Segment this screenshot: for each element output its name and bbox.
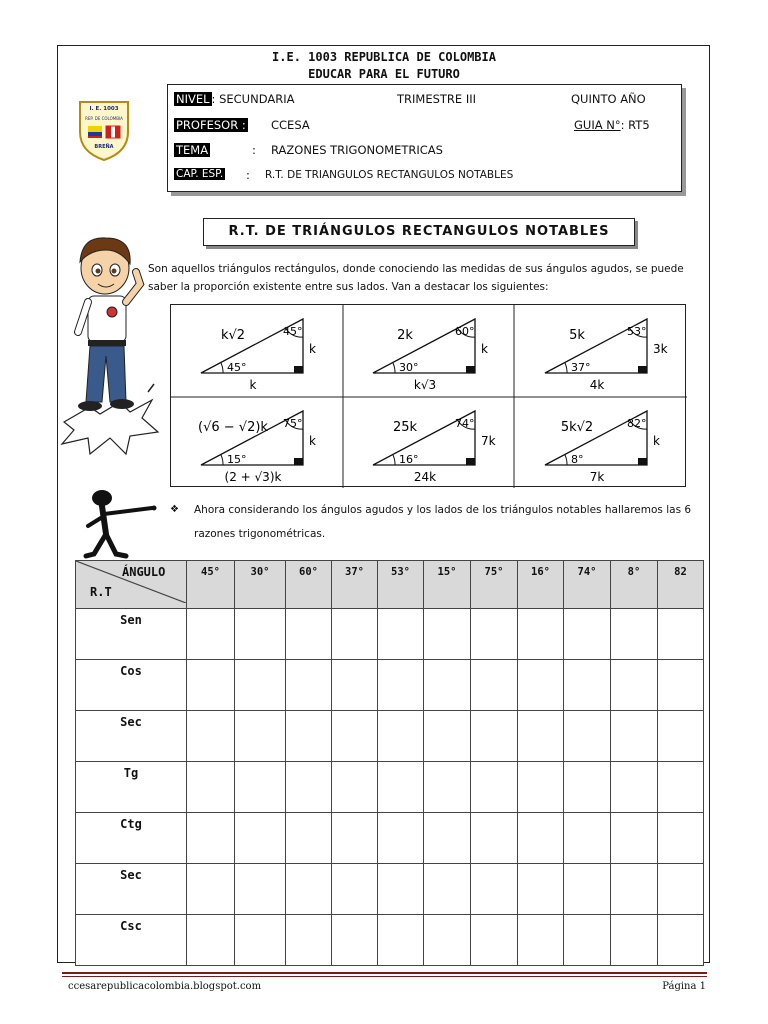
answer-cell[interactable] xyxy=(378,915,424,966)
profesor-value: CCESA xyxy=(271,118,310,132)
top-angle-label: 53° xyxy=(627,325,647,338)
answer-cell[interactable] xyxy=(518,660,564,711)
answer-cell[interactable] xyxy=(611,864,658,915)
vertical-leg-label: 7k xyxy=(481,434,496,448)
horizontal-leg-label: k xyxy=(249,378,257,392)
hypotenuse-label: 2k xyxy=(397,328,413,343)
right-angle-marker xyxy=(638,458,647,465)
table-row xyxy=(76,813,704,864)
answer-cell[interactable] xyxy=(286,660,332,711)
answer-cell[interactable] xyxy=(424,609,471,660)
answer-cell[interactable] xyxy=(332,609,378,660)
guia-value: : RT5 xyxy=(620,118,650,132)
logo-text-3: BREÑA xyxy=(94,144,114,150)
answer-cell[interactable] xyxy=(424,864,471,915)
vertical-leg-label: k xyxy=(309,434,316,448)
answer-cell[interactable] xyxy=(378,609,424,660)
table-row xyxy=(76,864,704,915)
angle-header: 16° xyxy=(518,561,564,609)
answer-cell[interactable] xyxy=(611,915,658,966)
answer-cell[interactable] xyxy=(471,813,518,864)
profesor-label: PROFESOR : xyxy=(176,118,246,132)
bottom-angle-arc xyxy=(393,363,395,373)
answer-cell[interactable] xyxy=(235,711,286,762)
bottom-angle-label: 15° xyxy=(227,453,247,466)
table-row xyxy=(76,660,704,711)
right-angle-marker xyxy=(294,458,303,465)
footer-rule-thin xyxy=(62,976,707,977)
answer-cell[interactable] xyxy=(378,762,424,813)
horizontal-leg-label: 24k xyxy=(413,470,437,484)
vertical-leg-label: 3k xyxy=(653,342,668,356)
ratio-label: Sec xyxy=(76,864,187,915)
top-angle-label: 82° xyxy=(627,417,647,430)
vertical-leg-label: k xyxy=(309,342,316,356)
answer-cell[interactable] xyxy=(611,609,658,660)
answer-cell[interactable] xyxy=(564,711,611,762)
intro-paragraph: Son aquellos triángulos rectángulos, donde conociendo las medidas de sus ángulos agudos, se puede saber la proporción existente entre sus lados. Van a destacar los siguientes: xyxy=(148,263,684,293)
answer-cell[interactable] xyxy=(658,864,704,915)
answer-cell[interactable] xyxy=(286,915,332,966)
answer-cell[interactable] xyxy=(471,711,518,762)
answer-cell[interactable] xyxy=(187,813,235,864)
triangle-4 xyxy=(198,411,316,484)
hypotenuse-label: 5k xyxy=(569,328,585,343)
bottom-angle-arc xyxy=(221,363,223,373)
answer-cell[interactable] xyxy=(286,762,332,813)
right-angle-marker xyxy=(466,366,475,373)
answer-cell[interactable] xyxy=(611,660,658,711)
answer-cell[interactable] xyxy=(611,711,658,762)
logo-text-1: I. E. 1003 xyxy=(89,106,119,112)
corner-rt-label: R.T xyxy=(90,585,112,599)
answer-cell[interactable] xyxy=(658,915,704,966)
answer-cell[interactable] xyxy=(424,915,471,966)
ratio-label: Ctg xyxy=(76,813,187,864)
angle-header: 8° xyxy=(611,561,658,609)
answer-cell[interactable] xyxy=(187,609,235,660)
answer-cell[interactable] xyxy=(564,762,611,813)
right-angle-marker xyxy=(638,366,647,373)
ratio-label: Cos xyxy=(76,660,187,711)
tema-colon: : xyxy=(252,143,256,157)
hypotenuse-label: 5k√2 xyxy=(560,420,594,435)
cap-label: CAP. ESP. xyxy=(176,168,224,180)
ratio-label: Tg xyxy=(76,762,187,813)
answer-cell[interactable] xyxy=(378,864,424,915)
footer-page-number: Página 1 xyxy=(662,981,706,992)
horizontal-leg-label: (2 + √3)k xyxy=(224,470,282,484)
answer-cell[interactable] xyxy=(658,711,704,762)
ratio-label: Sec xyxy=(76,711,187,762)
answer-cell[interactable] xyxy=(378,711,424,762)
answer-cell[interactable] xyxy=(187,762,235,813)
diamond-bullet-icon: ❖ xyxy=(170,504,179,515)
answer-cell[interactable] xyxy=(518,915,564,966)
answer-cell[interactable] xyxy=(235,609,286,660)
answer-cell[interactable] xyxy=(332,915,378,966)
answer-cell[interactable] xyxy=(187,660,235,711)
answer-cell[interactable] xyxy=(611,762,658,813)
bottom-angle-label: 8° xyxy=(571,453,584,466)
corner-angle-label: ÁNGULO xyxy=(122,565,166,579)
cartoon-student-illustration xyxy=(60,232,160,462)
answer-cell[interactable] xyxy=(424,813,471,864)
tema-label: TEMA xyxy=(176,143,209,157)
bottom-angle-arc xyxy=(565,363,567,373)
answer-cell[interactable] xyxy=(332,762,378,813)
school-name: I.E. 1003 REPUBLICA DE COLOMBIA xyxy=(272,50,496,64)
stick-figure-pointing-illustration xyxy=(82,486,162,562)
answer-cell[interactable] xyxy=(518,711,564,762)
answer-cell[interactable] xyxy=(286,711,332,762)
bottom-angle-label: 45° xyxy=(227,361,247,374)
guia-label: GUIA N° xyxy=(574,118,621,132)
footer-site: ccesarepublicacolombia.blogspot.com xyxy=(68,981,262,992)
bottom-angle-label: 16° xyxy=(399,453,419,466)
answer-cell[interactable] xyxy=(564,660,611,711)
footer-rule xyxy=(62,972,707,974)
answer-cell[interactable] xyxy=(378,813,424,864)
answer-cell[interactable] xyxy=(611,813,658,864)
nivel-value: : SECUNDARIA xyxy=(211,92,295,106)
answer-cell[interactable] xyxy=(235,915,286,966)
angle-header: 53° xyxy=(378,561,424,609)
section-title: R.T. DE TRIÁNGULOS RECTANGULOS NOTABLES xyxy=(203,218,635,246)
triangle-3 xyxy=(545,319,668,392)
answer-cell[interactable] xyxy=(235,660,286,711)
answer-cell[interactable] xyxy=(518,864,564,915)
right-angle-marker xyxy=(294,366,303,373)
triangle-6 xyxy=(545,411,660,484)
header-info-box xyxy=(167,84,682,192)
triangle-1 xyxy=(201,319,316,392)
answer-cell[interactable] xyxy=(332,660,378,711)
answer-cell[interactable] xyxy=(424,711,471,762)
trimestre: TRIMESTRE III xyxy=(397,92,477,106)
instruction-text: Ahora considerando los ángulos agudos y los lados de los triángulos notables hallaremos las 6 razones trigonométricas. xyxy=(194,504,692,540)
right-angle-marker xyxy=(466,458,475,465)
trig-ratios-table xyxy=(75,560,704,966)
top-angle-label: 45° xyxy=(283,325,303,338)
answer-cell[interactable] xyxy=(378,660,424,711)
answer-cell[interactable] xyxy=(564,915,611,966)
horizontal-leg-label: 7k xyxy=(589,470,605,484)
table-corner-header xyxy=(76,561,187,609)
answer-cell[interactable] xyxy=(424,660,471,711)
bottom-angle-label: 37° xyxy=(571,361,591,374)
school-motto: EDUCAR PARA EL FUTURO xyxy=(308,67,460,81)
top-angle-label: 74° xyxy=(455,417,475,430)
school-year: QUINTO AÑO xyxy=(571,92,646,106)
angle-header: 37° xyxy=(332,561,378,609)
bottom-angle-arc xyxy=(393,455,395,465)
hypotenuse-label: k√2 xyxy=(220,328,246,343)
answer-cell[interactable] xyxy=(332,813,378,864)
answer-cell[interactable] xyxy=(658,813,704,864)
answer-cell[interactable] xyxy=(286,609,332,660)
notable-triangles-grid xyxy=(170,304,686,487)
answer-cell[interactable] xyxy=(235,813,286,864)
school-logo xyxy=(76,98,132,162)
angle-header: 15° xyxy=(424,561,471,609)
answer-cell[interactable] xyxy=(564,813,611,864)
answer-cell[interactable] xyxy=(471,660,518,711)
top-angle-label: 75° xyxy=(283,417,303,430)
bottom-angle-arc xyxy=(221,455,223,465)
logo-text-2: REP. DE COLOMBIA xyxy=(85,116,123,121)
answer-cell[interactable] xyxy=(235,762,286,813)
angle-header: 30° xyxy=(235,561,286,609)
tema-value: RAZONES TRIGONOMETRICAS xyxy=(271,143,443,157)
table-row xyxy=(76,711,704,762)
angle-header: 45° xyxy=(187,561,235,609)
answer-cell[interactable] xyxy=(518,762,564,813)
vertical-leg-label: k xyxy=(481,342,488,356)
hypotenuse-label: 25k xyxy=(392,420,418,435)
angle-header: 82 xyxy=(658,561,704,609)
answer-cell[interactable] xyxy=(286,864,332,915)
answer-cell[interactable] xyxy=(658,660,704,711)
answer-cell[interactable] xyxy=(471,762,518,813)
answer-cell[interactable] xyxy=(518,609,564,660)
answer-cell[interactable] xyxy=(286,813,332,864)
top-angle-label: 60° xyxy=(455,325,475,338)
hypotenuse-label: (√6 − √2)k xyxy=(198,420,268,435)
cap-colon: : xyxy=(246,168,250,182)
triangle-5 xyxy=(373,411,496,484)
horizontal-leg-label: k√3 xyxy=(413,378,437,392)
angle-header: 60° xyxy=(286,561,332,609)
ratio-label: Sen xyxy=(76,609,187,660)
table-row xyxy=(76,609,704,660)
answer-cell[interactable] xyxy=(471,864,518,915)
table-row xyxy=(76,762,704,813)
answer-cell[interactable] xyxy=(235,864,286,915)
answer-cell[interactable] xyxy=(187,711,235,762)
ratio-label: Csc xyxy=(76,915,187,966)
cap-value: R.T. DE TRIANGULOS RECTANGULOS NOTABLES xyxy=(265,169,514,181)
answer-cell[interactable] xyxy=(424,762,471,813)
table-row xyxy=(76,915,704,966)
angle-header: 74° xyxy=(564,561,611,609)
answer-cell[interactable] xyxy=(564,609,611,660)
bottom-angle-label: 30° xyxy=(399,361,419,374)
vertical-leg-label: k xyxy=(653,434,660,448)
answer-cell[interactable] xyxy=(187,915,235,966)
answer-cell[interactable] xyxy=(332,864,378,915)
answer-cell[interactable] xyxy=(564,864,611,915)
angle-header: 75° xyxy=(471,561,518,609)
horizontal-leg-label: 4k xyxy=(589,378,605,392)
triangle-2 xyxy=(373,319,488,392)
answer-cell[interactable] xyxy=(518,813,564,864)
instruction-bullet xyxy=(170,498,700,546)
bottom-angle-arc xyxy=(565,455,567,465)
answer-cell[interactable] xyxy=(187,864,235,915)
nivel-label: NIVEL xyxy=(176,92,210,106)
answer-cell[interactable] xyxy=(471,609,518,660)
answer-cell[interactable] xyxy=(658,762,704,813)
answer-cell[interactable] xyxy=(471,915,518,966)
answer-cell[interactable] xyxy=(658,609,704,660)
answer-cell[interactable] xyxy=(332,711,378,762)
